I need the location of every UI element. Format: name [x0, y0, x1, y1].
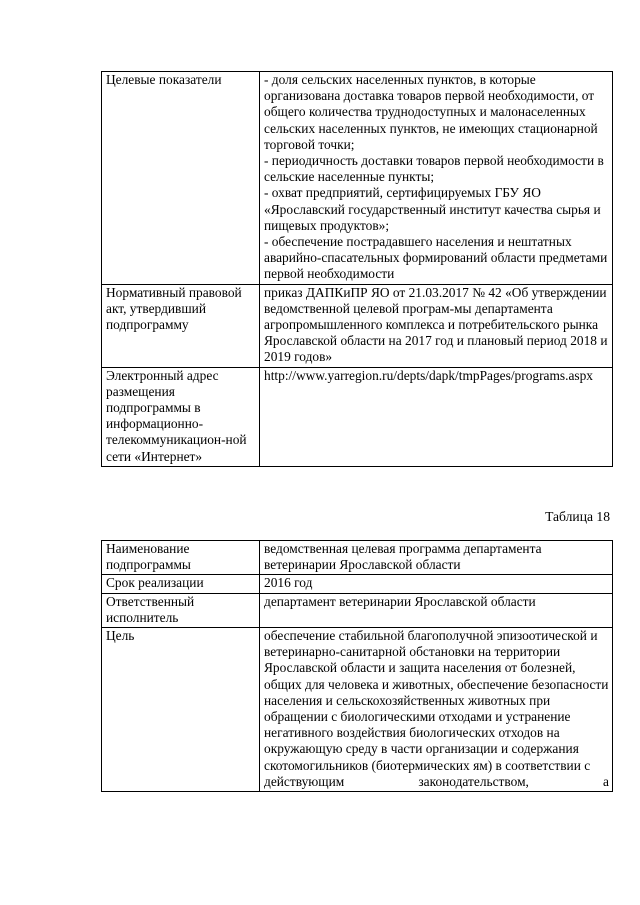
row-value-responsible-executor: департамент ветеринарии Ярославской области — [260, 593, 613, 627]
row-label-internet-address: Электронный адрес размещения подпрограммы в информационно-телекоммуникацион-ной сети «Интернет» — [102, 367, 260, 466]
table-row — [102, 541, 613, 575]
table-row — [102, 367, 613, 466]
row-value-target-indicators — [260, 72, 613, 285]
table-row — [102, 284, 613, 367]
table-row — [102, 628, 613, 792]
row-value-term: 2016 год — [260, 575, 613, 593]
table-row — [102, 72, 613, 285]
row-label-legal-act: Нормативный правовой акт, утвердивший подпрограмму — [102, 284, 260, 367]
row-label-responsible-executor: Ответственный исполнитель — [102, 593, 260, 627]
indicator-item: - охват предприятий, сертифицируемых ГБУ ЯО «Ярославский государственный институт качества сырья и пищевых продуктов»; — [264, 185, 601, 233]
row-label-term: Срок реализации — [102, 575, 260, 593]
indicator-item: - доля сельских населенных пунктов, в которые организована доставка товаров первой необходимости, от общего количества труднодоступных и малонаселенных сельских населенных пунктов, не имеющих стационарной торговой точки; — [264, 72, 598, 152]
row-label-subprogram-name: Наименование подпрограммы — [102, 541, 260, 575]
subprogram-passport-table-continued — [101, 71, 613, 467]
row-label-goal: Цель — [102, 628, 260, 792]
row-value-goal: обеспечение стабильной благополучной эпизоотической и ветеринарно-санитарной обстановки на территории Ярославской области и защита населения от болезней, общих для человека и животных, обеспечение безопасности населения и сельскохозяйственных животных при обращении с биологическими отходами и устранение негативного воздействия биологических отходов на окружающую среду в части организации и содержания скотомогильников (биотермических ям) в соответствии с действующим законодательством, а — [260, 628, 613, 792]
row-label-target-indicators: Целевые показатели — [102, 72, 260, 285]
subprogram-passport-table-18 — [101, 540, 613, 792]
table-caption: Таблица 18 — [545, 509, 610, 524]
table-row — [102, 593, 613, 627]
indicator-item: - периодичность доставки товаров первой необходимости в сельские населенные пункты; — [264, 153, 604, 185]
row-value-legal-act: приказ ДАПКиПР ЯО от 21.03.2017 № 42 «Об утверждении ведомственной целевой програм-мы департамента агропромышленного комплекса и потребительского рынка Ярославской области на 2017 год и плановый период 2018 и 2019 годов» — [260, 284, 613, 367]
indicator-item: - обеспечение пострадавшего населения и нештатных аварийно-спасательных формирований области предметами первой необходимости — [264, 234, 608, 282]
row-value-subprogram-name: ведомственная целевая программа департамента ветеринарии Ярославской области — [260, 541, 613, 575]
table-row — [102, 575, 613, 593]
row-value-internet-address: http://www.yarregion.ru/depts/dapk/tmpPages/programs.aspx — [260, 367, 613, 466]
